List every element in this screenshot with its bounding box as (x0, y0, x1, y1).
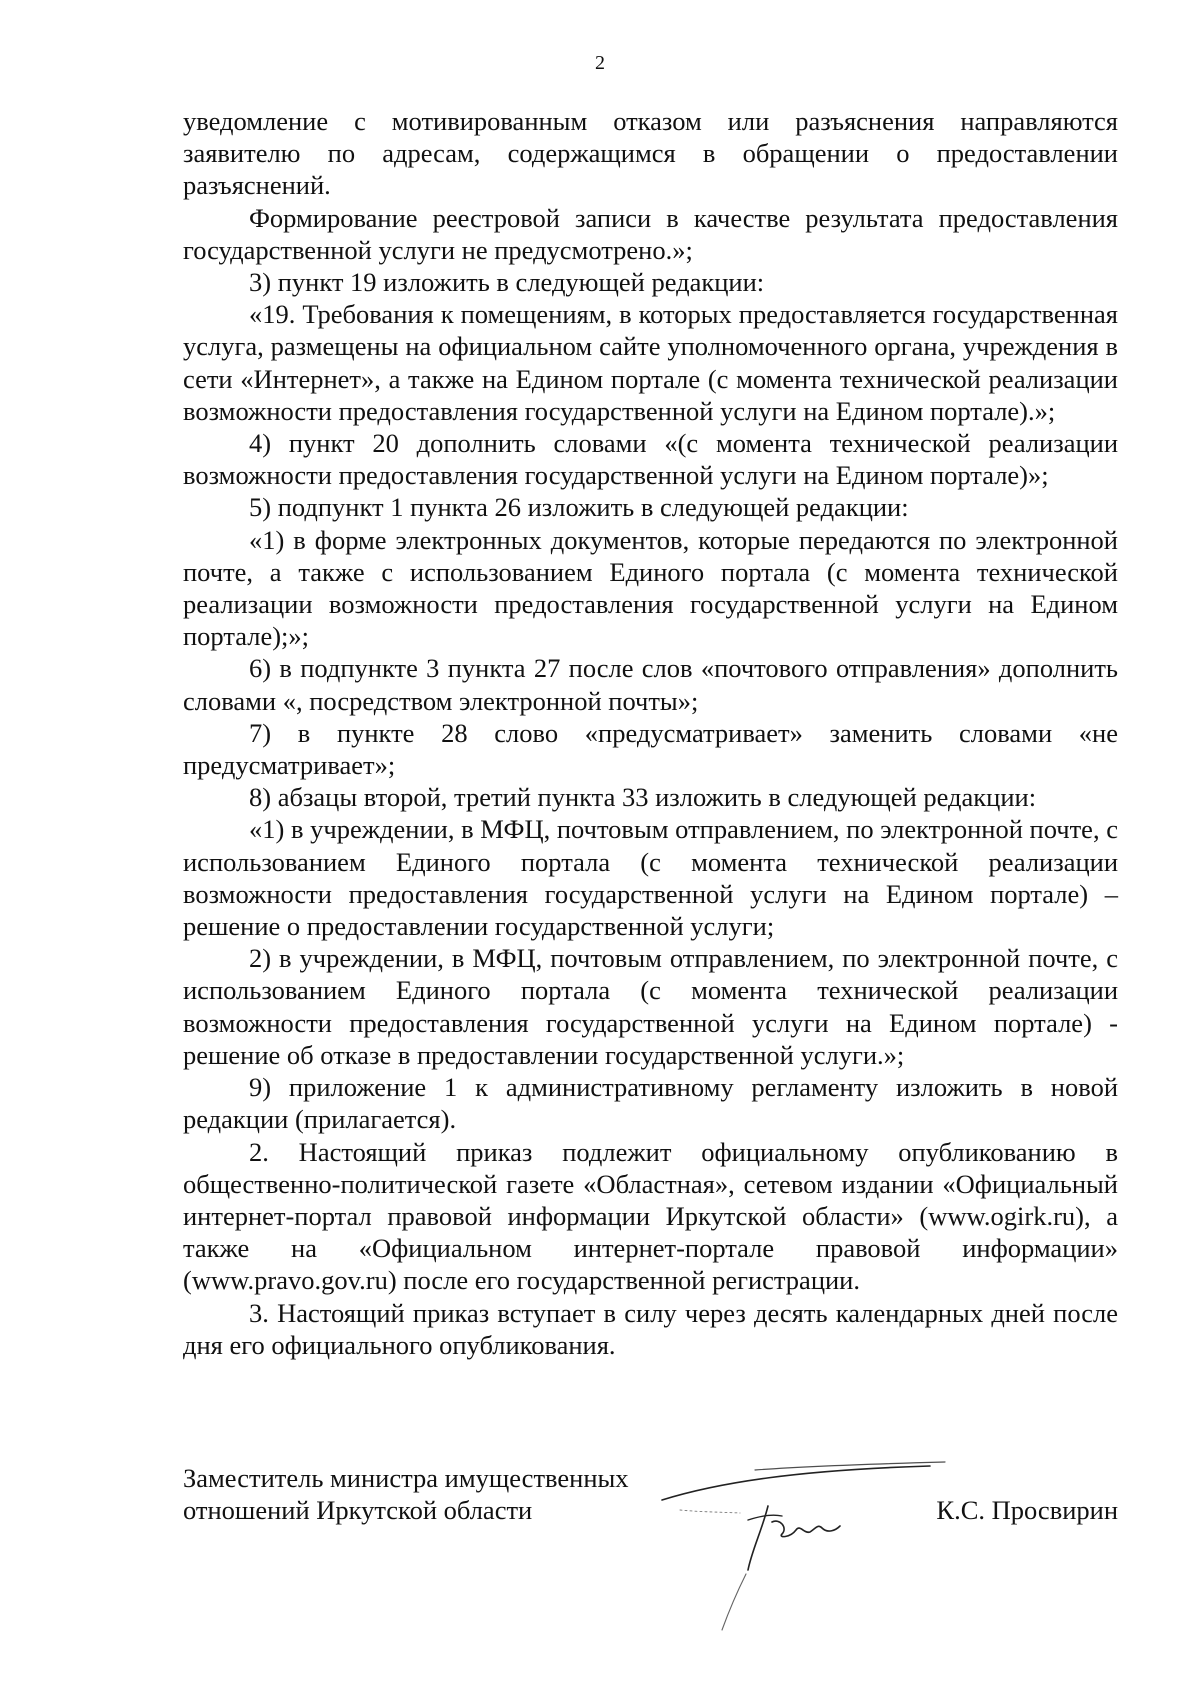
handwritten-signature (660, 1440, 950, 1640)
paragraph-item-2: 2) в учреждении, в МФЦ, почтовым отправлением, по электронной почте, с использованием Единого портала (с момента технической реализации возможности предоставления государственной услуги на Едином портале) - решение об отказе в предоставлении государственной услуги.»; (183, 943, 1118, 1070)
paragraph-entry-into-force: 3. Настоящий приказ вступает в силу через десять календарных дней после дня его официального опубликования. (183, 1297, 1118, 1360)
paragraph-item-1: «1) в учреждении, в МФЦ, почтовым отправлением, по электронной почте, с использованием Единого портала (с момента технической реализации возможности предоставления государственной услуги на Едином портале) – решение о предоставлении государственной услуги; (183, 814, 1118, 942)
document-body (183, 105, 1118, 1361)
paragraph-continuation: уведомление с мотивированным отказом или разъяснения направляются заявителю по адресам, содержащимся в обращении о предоставлении разъяснений. (183, 106, 1118, 201)
signatory-position (183, 1462, 703, 1526)
paragraph-amendment-8: 8) абзацы второй, третий пункта 33 изложить в следующей редакции: (249, 782, 1037, 813)
paragraph-amendment-6: 6) в подпункте 3 пункта 27 после слов «почтового отправления» дополнить словами «, посредством электронной почты»; (183, 653, 1118, 716)
paragraph-registry-record: Формирование реестровой записи в качестве результата предоставления государственной услуги не предусмотрено.»; (183, 202, 1118, 265)
paragraph-amendment-7: 7) в пункте 28 слово «предусматривает» заменить словами «не предусматривает»; (183, 717, 1118, 781)
page-number: 2 (595, 52, 605, 74)
paragraph-publication: 2. Настоящий приказ подлежит официальному опубликованию в общественно-политической газете «Областная», сетевом издании «Официальный интернет-портал правовой информации Иркутской области» (www.ogirk.ru), а также на «Официальном интернет-портале правовой информации» (www.pravo.gov.ru) после его государственной регистрации. (183, 1136, 1118, 1296)
signatory-name: К.С. Просвирин (936, 1495, 1118, 1525)
paragraph-amendment-3: 3) пункт 19 изложить в следующей редакции: (249, 267, 765, 298)
signatory-position-line-2: отношений Иркутской области (183, 1495, 533, 1526)
paragraph-amendment-5: 5) подпункт 1 пункта 26 изложить в следующей редакции: (249, 492, 909, 523)
paragraph-amendment-4: 4) пункт 20 дополнить словами «(с момента технической реализации возможности предоставления государственной услуги на Едином портале)»; (183, 428, 1118, 491)
paragraph-clause-19: «19. Требования к помещениям, в которых предоставляется государственная услуга, размещены на официальном сайте уполномоченного органа, учреждения в сети «Интернет», а также на Едином портале (с момента технической реализации возможности предоставления государственной услуги на Едином портале).»; (183, 299, 1118, 426)
paragraph-subclause-1: «1) в форме электронных документов, которые передаются по электронной почте, а также с использованием Единого портала (с момента технической реализации возможности предоставления государственной услуги на Едином портале);»; (183, 524, 1118, 652)
signatory-position-line-1: Заместитель министра имущественных (183, 1463, 629, 1493)
paragraph-amendment-9: 9) приложение 1 к административному регламенту изложить в новой редакции (прилагается). (183, 1072, 1118, 1135)
